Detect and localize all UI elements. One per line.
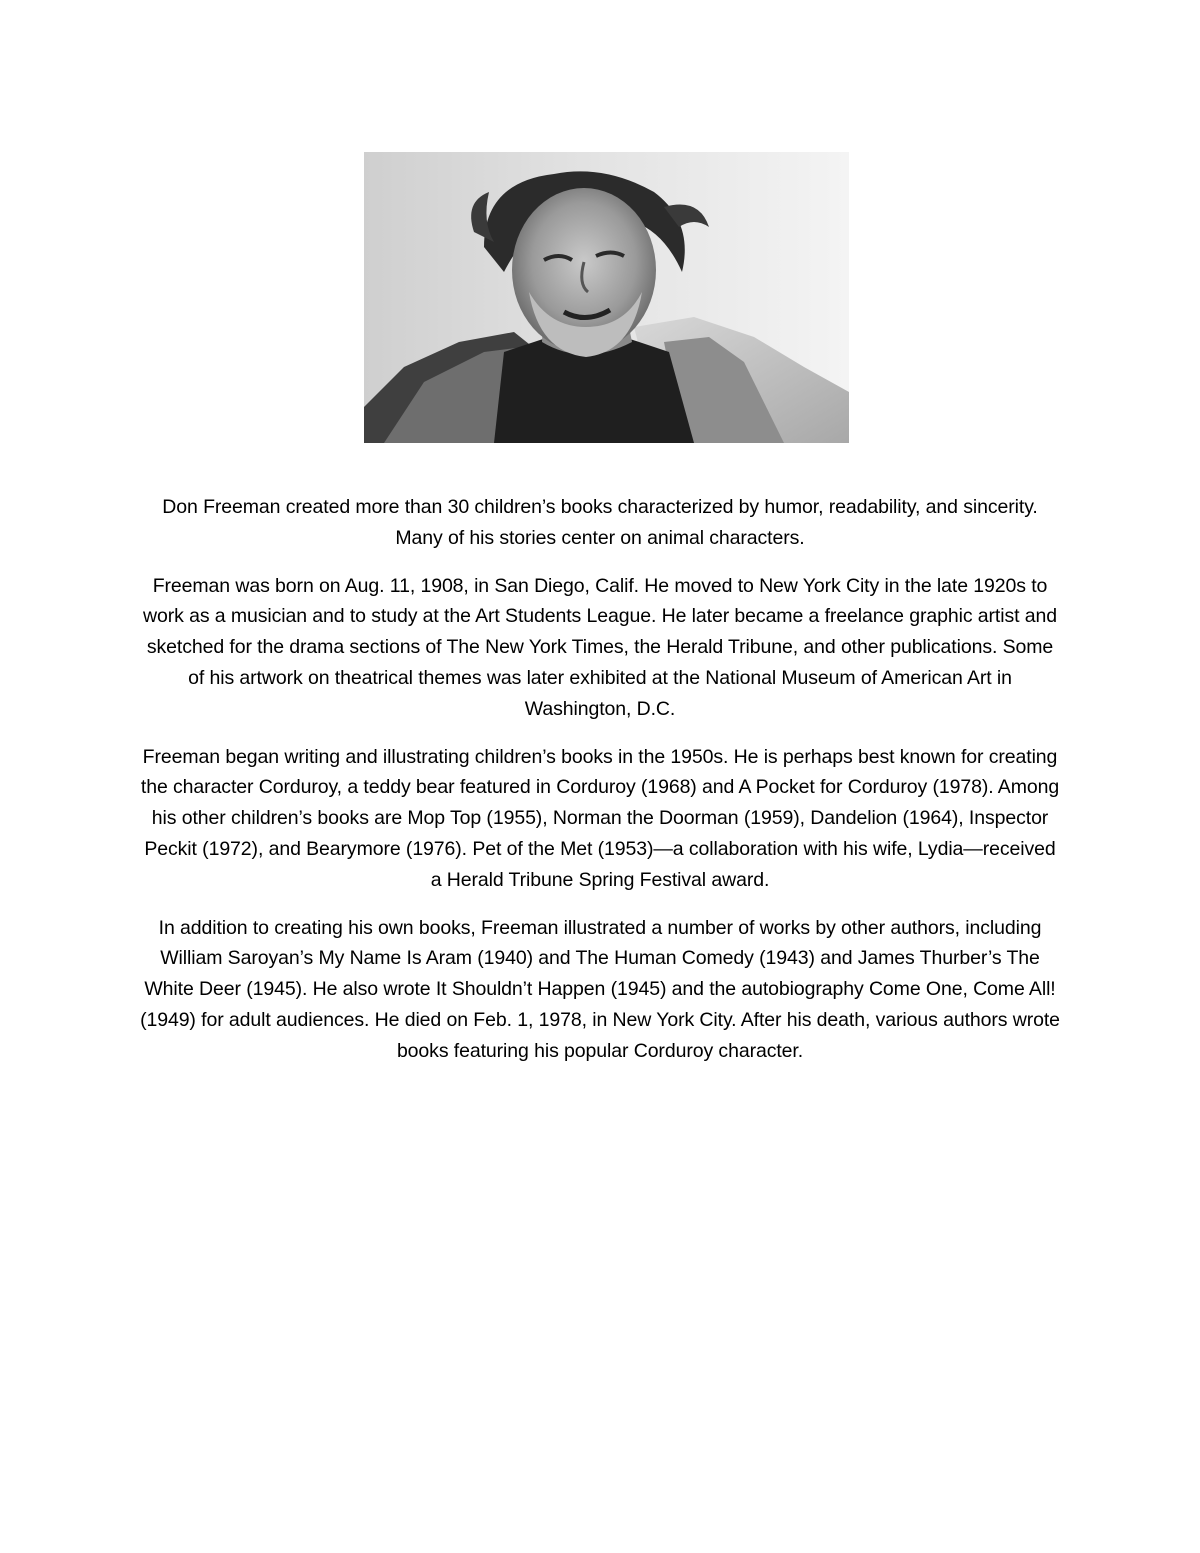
- paragraph-childrens-books: Freeman began writing and illustrating children’s books in the 1950s. He is perhaps best known for creating the character Corduroy, a teddy bear featured in Corduroy (1968) and A Pocket for Corduroy (1978). Among his other children’s books are Mop Top (1955), Norman the Doorman (1959), Dandelion (1964), Inspector Peckit (1972), and Bearymore (1976). Pet of the Met (1953)—a collaboration with his wife, Lydia—received a Herald Tribune Spring Festival award.: [140, 745, 1060, 891]
- paragraph-later-work: In addition to creating his own books, Freeman illustrated a number of works by other authors, including William Saroyan’s My Name Is Aram (1940) and The Human Comedy (1943) and James Thurber’s The White Deer (1945). He also wrote It Shouldn’t Happen (1945) and the autobiography Come One, Come All! (1949) for adult audiences. He died on Feb. 1, 1978, in New York City. After his death, various authors wrote books featuring his popular Corduroy character.: [140, 916, 1060, 1062]
- biography-text: [140, 492, 1060, 1084]
- paragraph-early-life: Freeman was born on Aug. 11, 1908, in San Diego, Calif. He moved to New York City in the late 1920s to work as a musician and to study at the Art Students League. He later became a freelance graphic artist and sketched for the drama sections of The New York Times, the Herald Tribune, and other publications. Some of his artwork on theatrical themes was later exhibited at the National Museum of American Art in Washington, D.C.: [142, 574, 1057, 720]
- portrait-photo: [364, 152, 849, 443]
- paragraph-intro: Don Freeman created more than 30 children’s books characterized by humor, readability, and sincerity. Many of his stories center on animal characters.: [162, 496, 1038, 549]
- portrait-illustration: [364, 152, 849, 443]
